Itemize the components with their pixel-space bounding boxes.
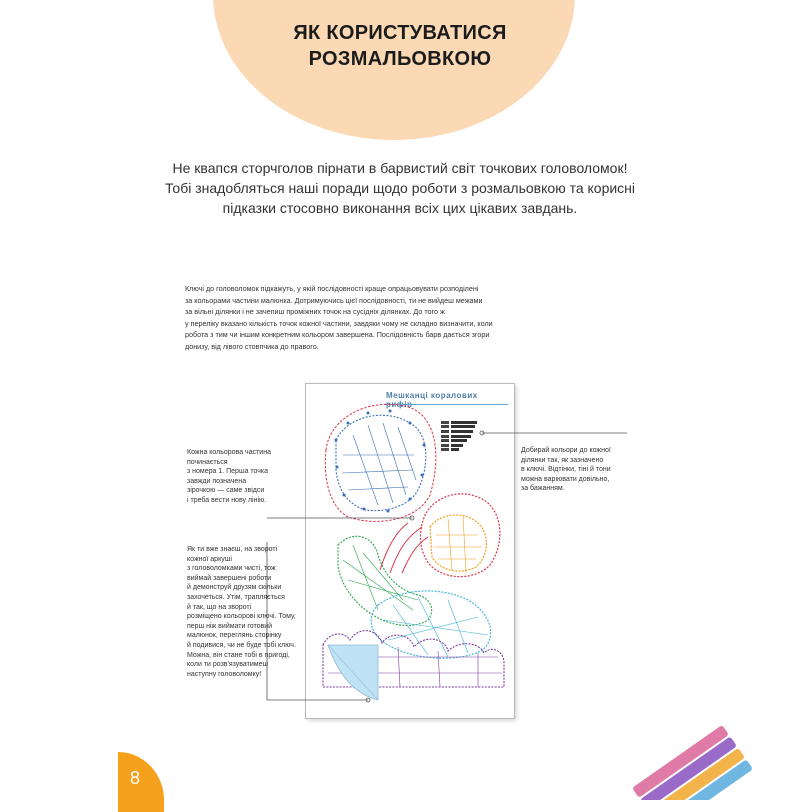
body-line: за кольорами частини малюнка. Дотримуючись цієї послідовності, ти не вийдеш межами <box>185 295 483 305</box>
note-line: наступну головоломку! <box>187 670 262 678</box>
note-line: Як ти вже знаєш, на звороті <box>187 546 278 553</box>
note-line: коли ти розв'язуватимеш <box>187 661 269 669</box>
body-line: у переліку вказано кількість точок кожної частини, завдяки чому не складно визначити, коли <box>185 318 493 328</box>
note-line: починається <box>187 458 228 466</box>
note-line: зірочкою — саме звідси <box>187 487 265 495</box>
page-title-line: ЯК КОРИСТУВАТИСЯ <box>293 22 507 44</box>
body-line: донизу, від лівого стовпчика до правого. <box>185 341 319 351</box>
note-line: захочеться. Утім, трапляється <box>187 593 285 601</box>
note-line: Кожна кольорова частина <box>187 449 271 456</box>
note-line: розміщено кольорові ключі. Тому, <box>187 613 296 621</box>
note-line: малюнок, переглянь сторінку <box>187 632 282 640</box>
note-line: з номера 1. Перша точка <box>187 468 269 476</box>
note-line: виймай завершені роботи <box>187 574 272 582</box>
body-line: за вільні ділянки і не зачепиш проміжних точок на сусідніх ділянках. До того ж <box>185 307 445 317</box>
page-title-line: РОЗМАЛЬОВКОЮ <box>308 48 492 70</box>
note-line: кожної аркуші <box>187 555 232 563</box>
note-line: ділянки так, як зазначено <box>521 456 604 464</box>
note-line: за бажанням. <box>521 485 565 493</box>
note-line: з головоломками чисті, тож <box>187 565 276 573</box>
note-line: перш ніж виймати готовий <box>187 622 273 630</box>
page-number: 8 <box>130 768 141 788</box>
note-reverse-side <box>187 545 296 679</box>
crayons-illustration <box>612 700 800 800</box>
note-line: й подивися, чи не буде тобі ключ. <box>187 641 296 649</box>
note-line: і треба вести нову лінію. <box>187 496 267 504</box>
note-start-point <box>187 448 271 506</box>
note-line: й так, що на звороті <box>187 603 252 611</box>
intro-line: Тобі знадобляться наші поради щодо роботи з розмальовкою та корисні <box>164 180 636 196</box>
note-line: в ключі. Відтінки, тіні й тони <box>521 466 611 474</box>
note-line: Добирай кольори до кожної <box>521 447 611 454</box>
note-line: Можна, він стане тобі в пригоді, <box>187 651 290 659</box>
body-line: Ключі до головоломок підкажуть, у якій послідовності краще опрацьовувати розподілені <box>185 284 479 293</box>
intro-line: Не квапся сторчголов пірнати в барвистий світ точкових головоломок! <box>172 160 628 176</box>
intro-line: підказки стосовно виконання всіх цих цікавих завдань. <box>222 200 578 216</box>
body-line: робота з тим чи іншим конкретним кольором завершена. Послідовність барв дається згори <box>185 330 490 340</box>
note-colors <box>521 446 611 494</box>
note-line: й демонструй друзям скільки <box>187 584 282 592</box>
note-line: завжди позначена <box>187 477 247 485</box>
note-line: можна варіювати довільно, <box>521 475 610 483</box>
preview-page-title: Мешканці коралових <box>386 391 478 400</box>
